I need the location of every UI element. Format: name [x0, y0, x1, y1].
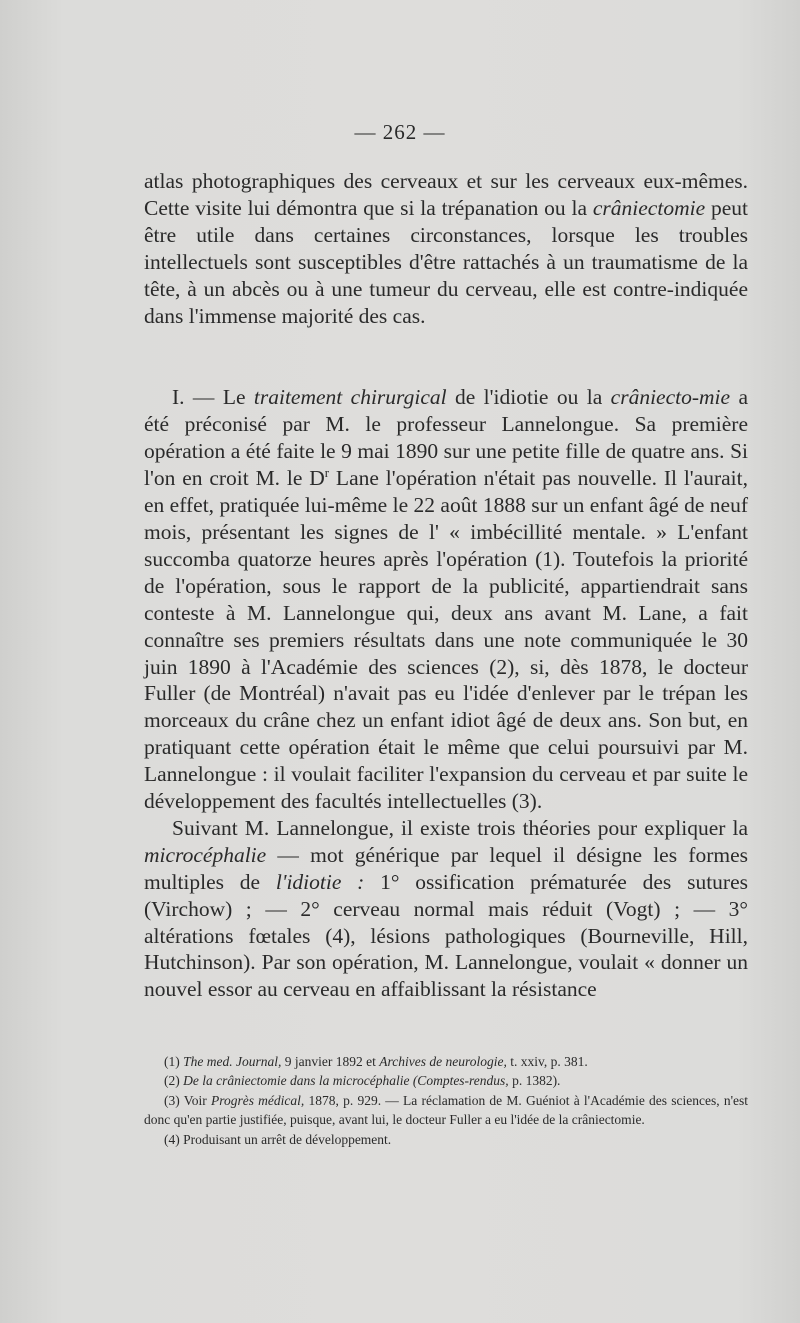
footnote-2: (2) De la crâniectomie dans la microcéphalie (Comptes-rendus, p. 1382).: [164, 1073, 561, 1089]
main-text: [144, 168, 748, 1003]
paragraph-1: atlas photographiques des cerveaux et sur les cerveaux eux-mêmes. Cette visite lui démontra que si la trépanation ou la crâniectomie peut être utile dans certaines circonstances, lorsque les troubles intellectuels sont susceptibles d'être rattachés à un traumatisme de la tête, à un abcès ou à une tumeur du cerveau, elle est contre-indiquée dans l'immense majorité des cas.: [144, 169, 748, 328]
paragraph-gap: [144, 329, 748, 384]
paragraph-3: Suivant M. Lannelongue, il existe trois théories pour expliquer la microcéphalie — mot générique par lequel il désigne les formes multiples de l'idiotie : 1° ossification prématurée des sutures (Virchow) ; — 2° cerveau normal mais réduit (Vogt) ; — 3° altérations fœtales (4), lésions pathologiques (Bourneville, Hill, Hutchinson). Par son opération, M. Lannelongue, voulait « donner un nouvel essor au cerveau en affaiblissant la résistance: [144, 815, 748, 1002]
footnote-4: (4) Produisant un arrêt de développement.: [164, 1131, 392, 1147]
footnote-1: (1) The med. Journal, 9 janvier 1892 et Archives de neurologie, t. xxiv, p. 381.: [164, 1054, 588, 1069]
paragraph-2: I. — Le traitement chirurgical de l'idiotie ou la crâniecto-mie a été préconisé par M. le professeur Lannelongue. Sa première opération a été faite le 9 mai 1890 sur une petite fille de quatre ans. Si l'on en croit M. le $D^r$ Lane l'opération n'était pas nouvelle. Il l'aurait, en effet, pratiquée lui-même le 22 août 1888 sur un enfant âgé de neuf mois, présentant les signes de l' « imbécillité mentale. » L'enfant succomba quatorze heures après l'opération (1). Toutefois la priorité de l'opération, sous le rapport de la publicité, appartiendrait sans conteste à M. Lannelongue qui, deux ans avant M. Lane, a fait connaître ses premiers résultats dans une note communiquée le 30 juin 1890 à l'Académie des sciences (2), si, dès 1878, le docteur Fuller (de Montréal) n'avait pas eu l'idée d'enlever par le trépan les morceaux du crâne chez un enfant idiot âgé de deux ans. Son but, en pratiquant cette opération était le même que celui poursuivi par M. Lannelongue : il voulait faciliter l'expansion du cerveau et par suite le développement des facultés intellectuelles (3).: [144, 385, 748, 814]
page-number: — 262 —: [354, 120, 446, 144]
footnote-3: (3) Voir Progrès médical, 1878, p. 929. — La réclamation de M. Guéniot à l'Académie des sciences, n'est donc qu'en partie justifiée, puisque, avant lui, le docteur Fuller a eu l'idée de la crâniectomie.: [144, 1092, 748, 1128]
footnotes: [144, 1052, 748, 1149]
